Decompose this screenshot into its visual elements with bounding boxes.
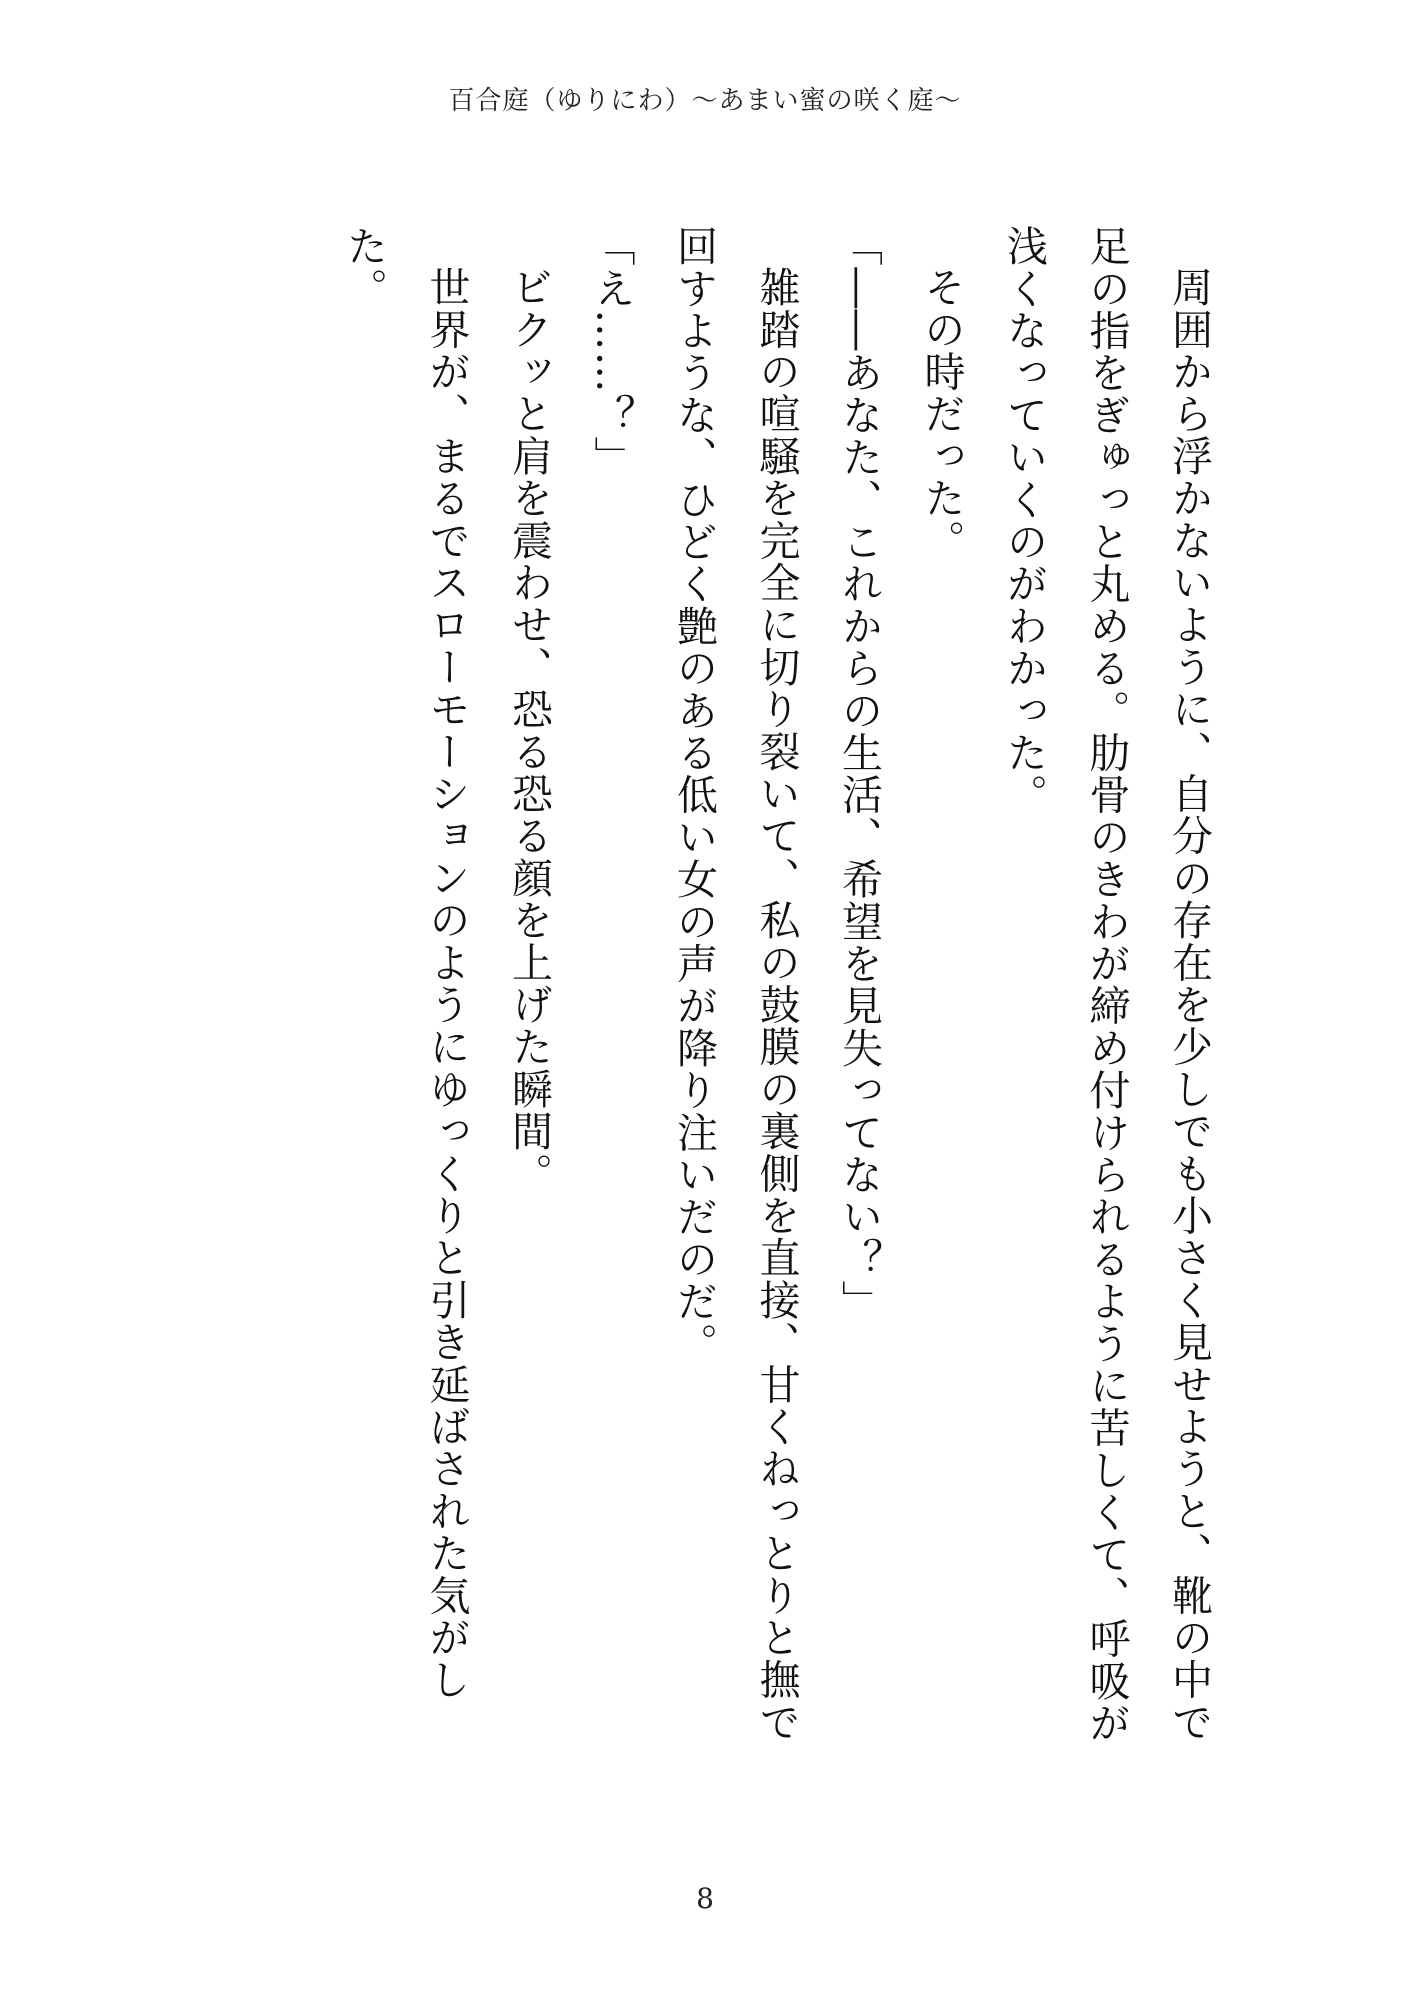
- paragraph: 周囲から浮かないように、自分の存在を少しでも小さく見せようと、靴の中で足の指をぎゅっと丸める。肋骨のきわが締め付けられるように苦しくて、呼吸が浅くなっていくのがわかった。: [1000, 225, 1213, 1745]
- paragraph: 世界が、まるでスローモーションのようにゆっくりと引き延ばされた気がした。: [340, 225, 471, 1701]
- paragraph: 雑踏の喧騒を完全に切り裂いて、私の鼓膜の裏側を直接、甘くねっとりと撫で回すような、ひどく艶のある低い女の声が降り注いだのだ。: [670, 225, 801, 1743]
- vertical-text-body: [190, 225, 1230, 1785]
- running-title: 百合庭（ゆりにわ）〜あまい蜜の咲く庭〜: [448, 86, 962, 116]
- paragraph: ビクッと肩を震わせ、恐る恐る顔を上げた瞬間。: [505, 266, 553, 1195]
- dialogue-line: 「え……？」: [587, 225, 636, 479]
- paragraph: その時だった。: [917, 266, 966, 562]
- page-number: 8: [696, 1882, 714, 1915]
- dialogue-line: 「――あなた、これからの生活、希望を見失ってない？」: [835, 225, 883, 1323]
